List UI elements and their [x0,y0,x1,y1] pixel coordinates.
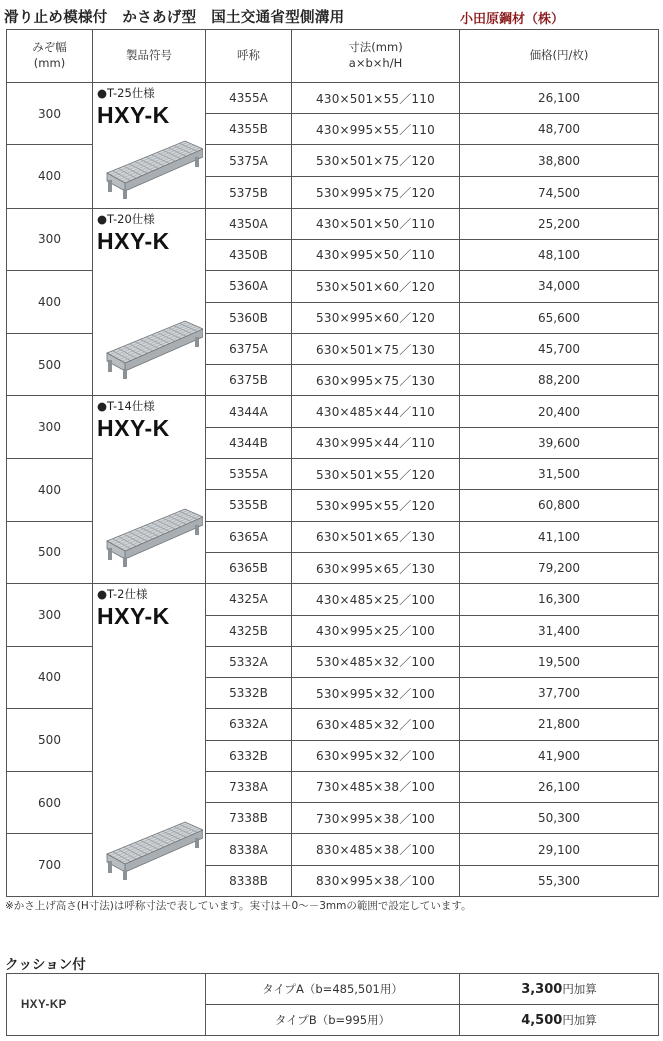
product-name: HXY-K [97,102,170,128]
dims-cell: 530×501×60／120 [292,270,460,302]
dims-cell: 630×995×65／130 [292,553,460,584]
dims-cell: 530×995×60／120 [292,302,460,333]
price-cell: 60,800 [460,490,659,521]
price-cell: 31,400 [460,615,659,646]
cushion-type-a: タイプA（b=485,501用） [206,974,460,1005]
table-row [7,584,659,615]
cushion-product-name: HXY-KP [7,974,206,1036]
width-cell: 400 [7,458,93,521]
width-cell: 400 [7,145,93,208]
grating-icon [103,315,203,381]
model-cell: 6365A [206,521,292,553]
price-cell: 48,100 [460,239,659,270]
model-cell: 6375A [206,333,292,365]
model-cell: 4325B [206,615,292,646]
table-header-row [7,30,659,83]
width-cell: 500 [7,521,93,584]
dims-cell: 430×995×55／110 [292,114,460,145]
product-cell [93,584,206,897]
price-cell: 74,500 [460,177,659,208]
dims-cell: 830×995×38／100 [292,865,460,896]
cushion-price-b-suffix: 円加算 [562,1013,597,1027]
dims-cell: 630×995×75／130 [292,365,460,396]
spec-label: ●T-14仕様 [97,399,155,414]
spec-label: ●T-20仕様 [97,211,155,226]
price-cell: 41,900 [460,740,659,771]
model-cell: 4325A [206,584,292,615]
width-cell: 400 [7,270,93,333]
model-cell: 8338B [206,865,292,896]
model-cell: 4350B [206,239,292,270]
cushion-price-b-value: 4,500 [521,1013,563,1028]
dims-cell: 430×995×44／110 [292,427,460,458]
cushion-price-a-value: 3,300 [521,982,563,997]
cushion-type-b: タイプB（b=995用） [206,1005,460,1036]
price-cell: 31,500 [460,458,659,490]
price-cell: 16,300 [460,584,659,615]
table-row [7,83,659,114]
price-cell: 19,500 [460,646,659,677]
dims-cell: 430×995×25／100 [292,615,460,646]
cushion-price-b [460,1005,659,1036]
width-cell: 300 [7,83,93,145]
model-cell: 6332B [206,740,292,771]
footnote: ※かさ上げ高さ(H寸法)は呼称寸法で表しています。実寸は＋0〜－3mmの範囲で設定しています。 [5,900,472,912]
model-cell: 8338A [206,834,292,865]
table-body [7,83,659,897]
header-dims [292,30,460,83]
price-cell: 50,300 [460,803,659,834]
grating-icon [103,503,203,569]
price-cell: 26,100 [460,83,659,114]
cushion-row [7,974,659,1005]
model-cell: 4350A [206,208,292,239]
width-cell: 500 [7,333,93,396]
price-cell: 21,800 [460,709,659,740]
cushion-section-title: クッション付 [5,957,86,973]
spec-label: ●T-25仕様 [97,86,155,100]
product-name: HXY-K [97,227,170,254]
header-width [7,30,93,83]
dims-cell: 430×485×25／100 [292,584,460,615]
table-row [7,208,659,239]
model-cell: 5375A [206,145,292,177]
width-cell: 300 [7,396,93,458]
price-cell: 25,200 [460,208,659,239]
model-cell: 4344B [206,427,292,458]
header-dims-formula: a×b×h/H [348,56,403,70]
table-row [7,396,659,427]
dims-cell: 530×485×32／100 [292,646,460,677]
dims-cell: 530×995×32／100 [292,678,460,709]
product-cell [93,83,206,209]
price-table [6,29,659,897]
price-cell: 48,700 [460,114,659,145]
model-cell: 7338B [206,803,292,834]
header-price: 価格(円/枚) [460,30,659,83]
dims-cell: 630×501×65／130 [292,521,460,553]
dims-cell: 430×485×44／110 [292,396,460,427]
spec-label: ●T-2仕様 [97,587,148,602]
width-cell: 400 [7,646,93,709]
dims-cell: 630×485×32／100 [292,709,460,740]
cushion-table [6,973,659,1036]
width-cell: 300 [7,208,93,270]
product-cell [93,208,206,396]
dims-cell: 530×995×75／120 [292,177,460,208]
dims-cell: 430×501×50／110 [292,208,460,239]
dims-cell: 630×501×75／130 [292,333,460,365]
model-cell: 6332A [206,709,292,740]
cushion-price-a [460,974,659,1005]
price-cell: 29,100 [460,834,659,865]
header-width-unit: (mm) [33,56,66,70]
dims-cell: 530×501×55／120 [292,458,460,490]
dims-cell: 530×995×55／120 [292,490,460,521]
model-cell: 4355A [206,83,292,114]
model-cell: 5355A [206,458,292,490]
dims-cell: 430×995×50／110 [292,239,460,270]
model-cell: 5332B [206,678,292,709]
product-name: HXY-K [97,415,170,442]
model-cell: 5375B [206,177,292,208]
dims-cell: 430×501×55／110 [292,83,460,114]
dims-cell: 730×995×38／100 [292,803,460,834]
grating-icon [103,816,203,882]
product-name: HXY-K [97,603,170,630]
width-cell: 300 [7,584,93,646]
price-cell: 38,800 [460,145,659,177]
header-product: 製品符号 [93,30,206,83]
dims-cell: 530×501×75／120 [292,145,460,177]
price-cell: 39,600 [460,427,659,458]
dims-cell: 730×485×38／100 [292,771,460,802]
dims-cell: 830×485×38／100 [292,834,460,865]
price-cell: 34,000 [460,270,659,302]
page-title: 滑り止め模様付 かさあげ型 国土交通省型側溝用 [4,10,345,26]
width-cell: 700 [7,834,93,897]
product-cell [93,396,206,584]
model-cell: 5355B [206,490,292,521]
price-cell: 55,300 [460,865,659,896]
model-cell: 5332A [206,646,292,677]
model-cell: 4344A [206,396,292,427]
header-width-label: みぞ幅 [32,40,67,55]
price-cell: 79,200 [460,553,659,584]
model-cell: 6375B [206,365,292,396]
cushion-price-a-suffix: 円加算 [562,982,597,996]
price-cell: 88,200 [460,365,659,396]
model-cell: 5360A [206,270,292,302]
width-cell: 500 [7,709,93,772]
dims-cell: 630×995×32／100 [292,740,460,771]
grating-icon [103,135,203,201]
model-cell: 4355B [206,114,292,145]
width-cell: 600 [7,771,93,834]
model-cell: 6365B [206,553,292,584]
price-cell: 65,600 [460,302,659,333]
price-cell: 20,400 [460,396,659,427]
header-dims-label: 寸法(mm) [348,40,403,55]
vendor-name: 小田原鋼材（株） [460,12,565,27]
price-cell: 41,100 [460,521,659,553]
price-cell: 37,700 [460,678,659,709]
price-cell: 26,100 [460,771,659,802]
model-cell: 5360B [206,302,292,333]
model-cell: 7338A [206,771,292,802]
header-model: 呼称 [206,30,292,83]
price-cell: 45,700 [460,333,659,365]
